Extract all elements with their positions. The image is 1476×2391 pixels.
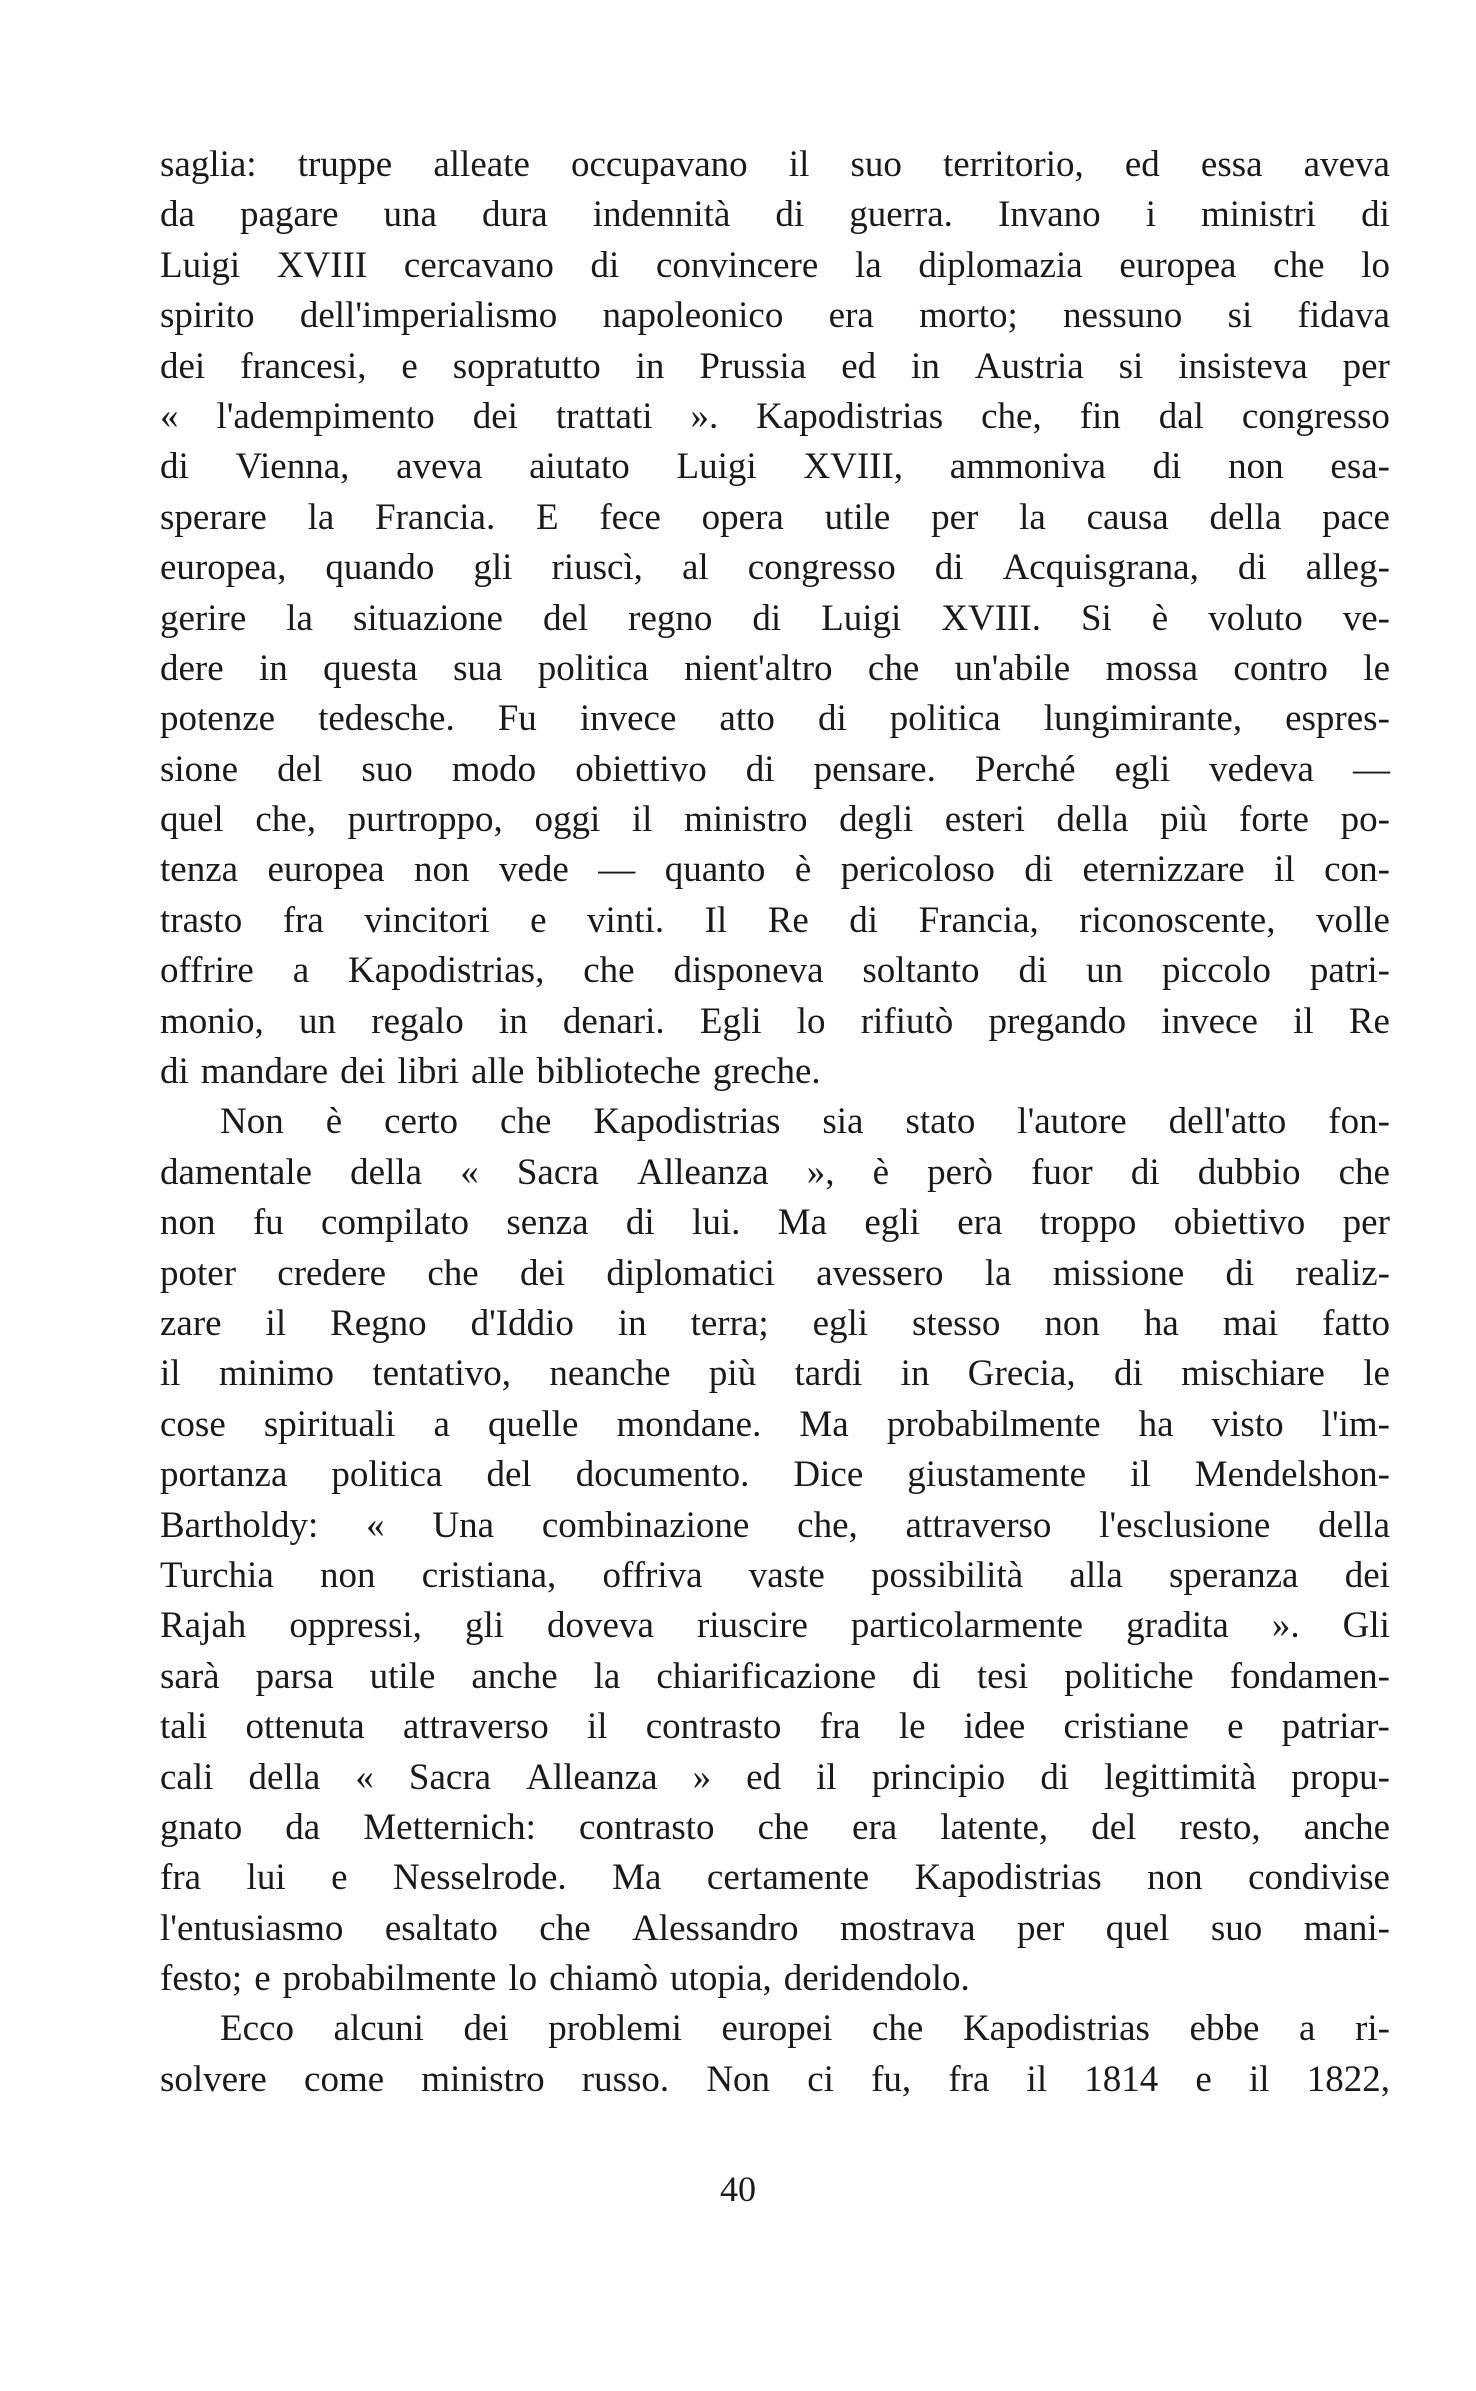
text-line: offrire a Kapodistrias, che disponeva soltanto di un piccolo patri- bbox=[160, 950, 1390, 992]
text-line: dei francesi, e sopratutto in Prussia ed in Austria si insisteva per bbox=[160, 345, 1390, 387]
text-line: saglia: truppe alleate occupavano il suo territorio, ed essa aveva bbox=[160, 144, 1390, 185]
text-line: dere in questa sua politica nient'altro che un'abile mossa contro le bbox=[160, 647, 1390, 689]
text-line: tali ottenuta attraverso il contrasto fra le idee cristiane e patriar- bbox=[160, 1706, 1390, 1748]
text-line: gnato da Metternich: contrasto che era latente, del resto, anche bbox=[160, 1806, 1390, 1848]
body-text bbox=[160, 140, 1390, 2105]
page-number: 40 bbox=[720, 2169, 756, 2209]
text-line: tenza europea non vede — quanto è pericoloso di eternizzare il con- bbox=[160, 849, 1390, 891]
text-line: « l'adempimento dei trattati ». Kapodistrias che, fin dal congresso bbox=[160, 395, 1390, 437]
text-line: gerire la situazione del regno di Luigi XVIII. Si è voluto ve- bbox=[160, 597, 1390, 639]
text-line: sione del suo modo obiettivo di pensare. Perché egli vedeva — bbox=[160, 748, 1390, 790]
text-line: di Vienna, aveva aiutato Luigi XVIII, ammoniva di non esa- bbox=[160, 446, 1390, 488]
text-line: cali della « Sacra Alleanza » ed il principio di legittimità propu- bbox=[160, 1756, 1390, 1798]
text-line: non fu compilato senza di lui. Ma egli era troppo obiettivo per bbox=[160, 1202, 1390, 1244]
text-line: Non è certo che Kapodistrias sia stato l'autore dell'atto fon- bbox=[220, 1101, 1390, 1143]
text-line: poter credere che dei diplomatici avessero la missione di realiz- bbox=[160, 1252, 1390, 1294]
text-line: potenze tedesche. Fu invece atto di politica lungimirante, espres- bbox=[160, 698, 1390, 740]
text-line: sperare la Francia. E fece opera utile per la causa della pace bbox=[160, 496, 1390, 538]
text-line: Ecco alcuni dei problemi europei che Kapodistrias ebbe a ri- bbox=[220, 2008, 1390, 2050]
text-line: quel che, purtroppo, oggi il ministro degli esteri della più forte po- bbox=[160, 799, 1390, 841]
text-line: zare il Regno d'Iddio in terra; egli stesso non ha mai fatto bbox=[160, 1302, 1390, 1344]
text-line: portanza politica del documento. Dice giustamente il Mendelshon- bbox=[160, 1454, 1390, 1496]
text-line: spirito dell'imperialismo napoleonico era morto; nessuno si fidava bbox=[160, 295, 1390, 337]
text-line: Turchia non cristiana, offriva vaste possibilità alla speranza dei bbox=[160, 1554, 1390, 1596]
text-line: cose spirituali a quelle mondane. Ma probabilmente ha visto l'im- bbox=[160, 1403, 1390, 1445]
text-line: Rajah oppressi, gli doveva riuscire particolarmente gradita ». Gli bbox=[160, 1605, 1390, 1647]
text-line: festo; e probabilmente lo chiamò utopia, deridendolo. bbox=[160, 1958, 970, 2000]
text-line: fra lui e Nesselrode. Ma certamente Kapodistrias non condivise bbox=[160, 1857, 1390, 1899]
text-line: il minimo tentativo, neanche più tardi in Grecia, di mischiare le bbox=[160, 1353, 1390, 1395]
text-line: da pagare una dura indennità di guerra. Invano i ministri di bbox=[160, 194, 1390, 236]
text-line: sarà parsa utile anche la chiarificazione di tesi politiche fondamen- bbox=[160, 1655, 1390, 1697]
text-line: trasto fra vincitori e vinti. Il Re di Francia, riconoscente, volle bbox=[160, 899, 1390, 941]
text-line: di mandare dei libri alle biblioteche greche. bbox=[160, 1051, 821, 1093]
text-line: solvere come ministro russo. Non ci fu, fra il 1814 e il 1822, bbox=[160, 2058, 1390, 2100]
text-line: monio, un regalo in denari. Egli lo rifiutò pregando invece il Re bbox=[160, 1000, 1390, 1042]
text-line: Bartholdy: « Una combinazione che, attraverso l'esclusione della bbox=[160, 1504, 1390, 1546]
text-line: Luigi XVIII cercavano di convincere la diplomazia europea che lo bbox=[160, 244, 1390, 286]
text-line: l'entusiasmo esaltato che Alessandro mostrava per quel suo mani- bbox=[160, 1907, 1390, 1949]
text-line: damentale della « Sacra Alleanza », è però fuor di dubbio che bbox=[160, 1151, 1390, 1193]
text-line: europea, quando gli riuscì, al congresso di Acquisgrana, di alleg- bbox=[160, 547, 1390, 589]
